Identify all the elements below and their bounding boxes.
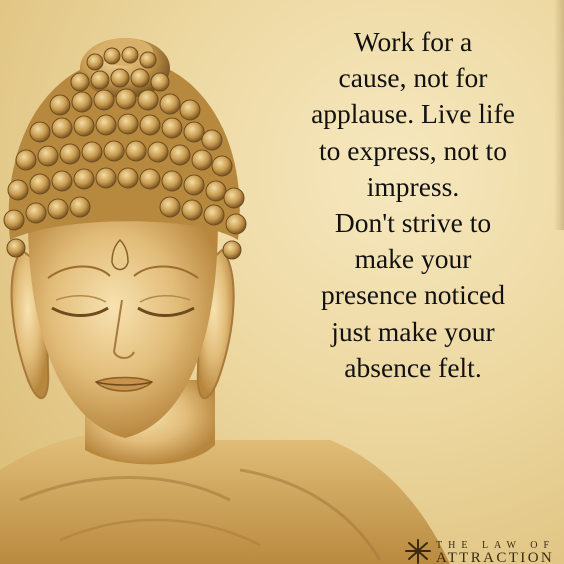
quote-line: applause. Live life xyxy=(311,98,515,130)
quote-line: impress. xyxy=(366,170,460,202)
quote-text xyxy=(268,24,558,386)
quote-line: to express, not to xyxy=(319,134,507,166)
quote-line: Don't strive to xyxy=(334,207,492,239)
brand-logo xyxy=(402,536,564,564)
quote-line: Work for a xyxy=(353,26,473,57)
quote-line: just make your xyxy=(331,315,495,347)
quote-line: presence noticed xyxy=(320,279,505,311)
quote-line: make your xyxy=(354,243,472,275)
brand-line-2: ATTRACTION xyxy=(436,550,555,564)
sun-icon xyxy=(404,538,432,564)
quote-line: cause, not for xyxy=(338,62,488,94)
brand-line-1: THE LAW OF xyxy=(436,540,556,551)
quote-line: absence felt. xyxy=(344,351,482,383)
